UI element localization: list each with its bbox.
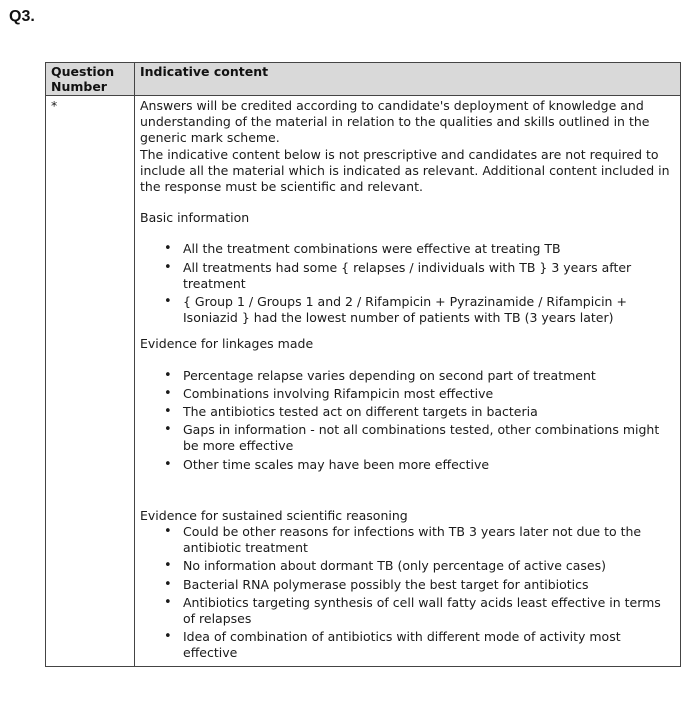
intro-paragraph-2: The indicative content below is not prescriptive and candidates are not required to include all the material which is indicated as relevant. Additional content included in the response must be scientific and relevant. [140,146,670,195]
section-heading-scientific-reasoning: Evidence for sustained scientific reasoning [140,507,408,523]
list-item: • Bacterial RNA polymerase possibly the best target for antibiotics [183,577,675,593]
list-item: • No information about dormant TB (only percentage of active cases) [183,558,675,574]
list-item: • Percentage relapse varies depending on second part of treatment [183,368,675,384]
list-item: • All the treatment combinations were effective at treating TB [183,241,675,257]
intro-paragraph-1: Answers will be credited according to candidate's deployment of knowledge and understanding of the material in relation to the qualities and skills outlined in the generic mark scheme. [140,98,650,146]
basic-information-list [140,241,675,326]
header-question-number: Question Number [46,63,135,96]
linkages-list [140,368,675,473]
question-label: Q3. [9,8,35,25]
list-item: • Could be other reasons for infections with TB 3 years later not due to the antibiotic treatment [183,524,675,556]
list-item: • All treatments had some { relapses / individuals with TB } 3 years after treatment [183,260,675,292]
section-heading-linkages: Evidence for linkages made [140,336,314,352]
table-header-row [46,63,681,96]
list-item: • Idea of combination of antibiotics with different mode of activity most effective [183,629,675,661]
table-body-row [46,96,681,667]
list-item: • Gaps in information - not all combinations tested, other combinations might be more effective [183,422,675,454]
question-number-value: * [51,98,58,113]
mark-scheme-table [45,62,681,667]
question-number-cell [46,96,135,667]
header-indicative-content: Indicative content [135,63,681,96]
list-item: • The antibiotics tested act on different targets in bacteria [183,404,675,420]
list-item: • Antibiotics targeting synthesis of cell wall fatty acids least effective in terms of relapses [183,595,675,627]
list-item: • Other time scales may have been more effective [183,457,675,473]
section-heading-basic-information: Basic information [140,210,250,226]
scientific-reasoning-list [140,524,675,662]
list-item: • { Group 1 / Groups 1 and 2 / Rifampicin + Pyrazinamide / Rifampicin + Isoniazid } had the lowest number of patients with TB (3 years later) [183,294,675,326]
indicative-content-cell [135,96,681,667]
list-item: • Combinations involving Rifampicin most effective [183,386,675,402]
